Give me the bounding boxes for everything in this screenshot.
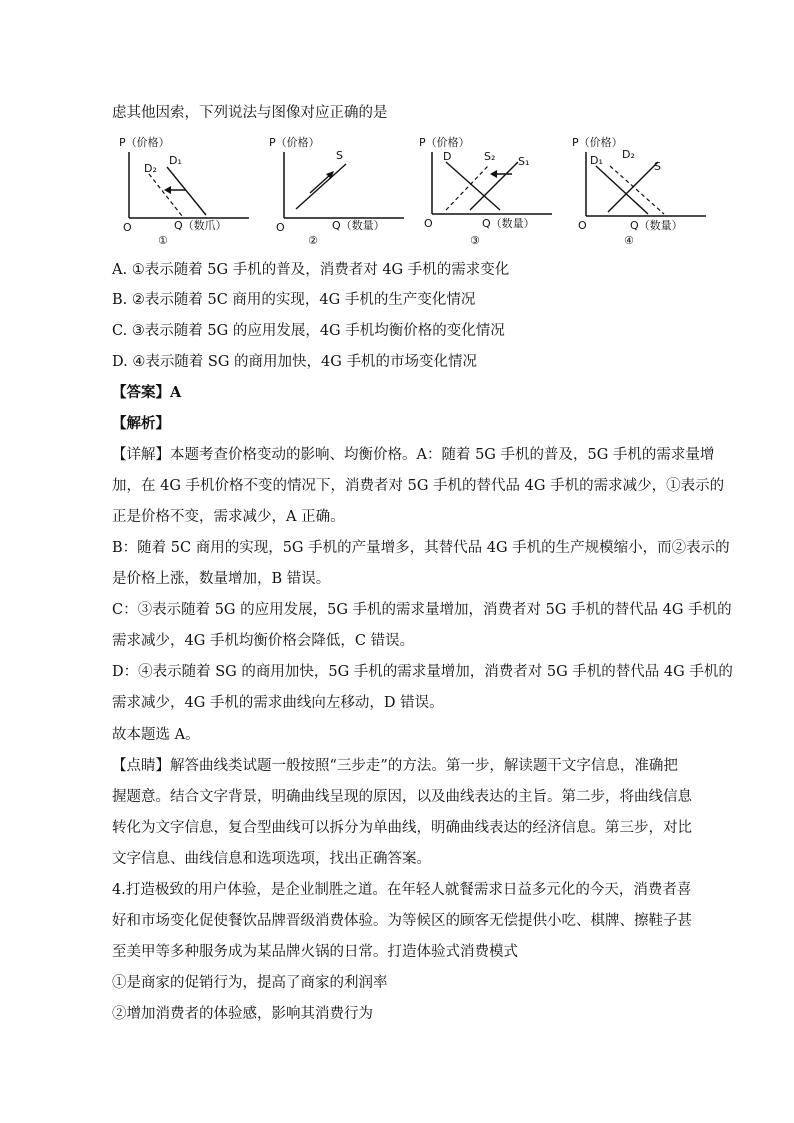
analysis-title: 【解析】 <box>112 415 170 432</box>
detail-line-4: B：随着 5C 商用的实现，5G 手机的产量增多，其替代品 4G 手机的生产规模缩小，而②表示的 <box>112 540 730 556</box>
chart-4-origin: O <box>578 219 587 232</box>
chart-1-number: ① <box>158 234 168 247</box>
detail-line-10: 故本题选 A。 <box>112 727 200 743</box>
chart-1-p-label: P（价格） <box>119 136 170 149</box>
chart-1-curve-d1: D₁ <box>169 154 182 167</box>
detail-line-8: D：④表示随着 SG 的商用加快，5G 手机的需求量增加，消费者对 5G 手机的替代品 4G 手机的 <box>112 664 733 680</box>
chart-4 <box>568 130 718 248</box>
detail-line-3: 正是价格不变，需求减少，A 正确。 <box>112 509 345 525</box>
chart-3-number: ③ <box>470 234 480 247</box>
chart-3-graph <box>414 130 564 248</box>
detail-line-12: 握题意。结合文字背景，明确曲线呈现的原因，以及曲线表达的主旨。第二步，将曲线信息 <box>112 789 692 805</box>
question-4-line-2: 好和市场变化促使餐饮品牌晋级消费体验。为等候区的顾客无偿提供小吃、棋牌、擦鞋子甚 <box>112 913 692 929</box>
question-4-line-5: ②增加消费者的体验感，影响其消费行为 <box>112 1006 373 1022</box>
chart-3 <box>414 130 564 248</box>
detail-line-7: 需求减少，4G 手机均衡价格会降低，C 错误。 <box>112 633 415 649</box>
detail-line-14: 文字信息、曲线信息和选项选项，找出正确答案。 <box>112 851 431 867</box>
chart-1-origin: O <box>123 221 132 234</box>
question-intro: 虑其他因索，下列说法与图像对应正确的是 <box>112 105 388 121</box>
detail-line-1: 【详解】本题考查价格变动的影响、均衡价格。A：随着 5G 手机的普及，5G 手机的需求量增 <box>112 447 715 463</box>
chart-2-graph <box>264 130 414 248</box>
question-4-line-4: ①是商家的促销行为，提高了商家的利润率 <box>112 975 388 991</box>
chart-4-q-label: Q（数量） <box>630 219 683 232</box>
option-b: B. ②表示随着 5C 商用的实现，4G 手机的生产变化情况 <box>112 292 476 308</box>
detail-line-5: 是价格上涨，数量增加，B 错误。 <box>112 571 331 587</box>
chart-2-p-label: P（价格） <box>269 136 320 149</box>
chart-3-curve-s2: S₂ <box>484 150 496 163</box>
chart-4-p-label: P（价格） <box>572 136 623 149</box>
chart-3-curve-d: D <box>443 150 452 163</box>
chart-4-curve-d2: D₂ <box>622 148 635 161</box>
chart-2-number: ② <box>308 234 318 247</box>
chart-3-p-label: P（价格） <box>419 136 470 149</box>
chart-3-q-label: Q（数量） <box>482 217 535 230</box>
chart-2-origin: O <box>276 221 285 234</box>
chart-3-origin: O <box>424 217 433 230</box>
chart-4-curve-d1: D₁ <box>590 154 603 167</box>
option-a: A. ①表示随着 5G 手机的普及，消费者对 4G 手机的需求变化 <box>112 262 510 278</box>
chart-1-curve-d2: D₂ <box>144 162 157 175</box>
chart-1 <box>114 130 264 248</box>
detail-line-9: 需求减少，4G 手机的需求曲线向左移动，D 错误。 <box>112 695 444 711</box>
chart-4-graph <box>568 130 718 248</box>
chart-4-number: ④ <box>624 234 634 247</box>
chart-2-q-label: Q（数量） <box>332 219 385 232</box>
chart-1-graph <box>114 130 264 248</box>
detail-line-13: 转化为文字信息，复合型曲线可以拆分为单曲线，明确曲线表达的经济信息。第三步，对比 <box>112 820 692 836</box>
detail-line-11: 【点睛】解答曲线类试题一般按照“三步走”的方法。第一步，解读题干文字信息，准确把 <box>112 758 678 774</box>
chart-1-q-label: Q（数爪） <box>174 219 227 232</box>
option-c: C. ③表示随着 5G 的应用发展，4G 手机均衡价格的变化情况 <box>112 323 505 339</box>
chart-2-curve-s: S <box>336 149 343 162</box>
question-4-line-1: 4.打造极致的用户体验，是企业制胜之道。在年轻人就餐需求日益多元化的今天，消费者喜 <box>112 882 692 898</box>
chart-2 <box>264 130 414 248</box>
question-4-line-3: 至美甲等多种服务成为某品牌火锅的日常。打造体验式消费模式 <box>112 944 518 960</box>
chart-row <box>112 130 692 250</box>
chart-3-curve-s1: S₁ <box>518 155 530 168</box>
answer: 【答案】A <box>112 384 182 401</box>
detail-line-2: 加，在 4G 手机价格不变的情况下，消费者对 5G 手机的替代品 4G 手机的需求减少，①表示的 <box>112 478 725 494</box>
option-d: D. ④表示随着 SG 的商用加快，4G 手机的市场变化情况 <box>112 354 477 370</box>
detail-line-6: C：③表示随着 5G 的应用发展，5G 手机的需求量增加，消费者对 5G 手机的替代品 4G 手机的 <box>112 602 732 618</box>
chart-4-curve-s: S <box>654 160 661 173</box>
